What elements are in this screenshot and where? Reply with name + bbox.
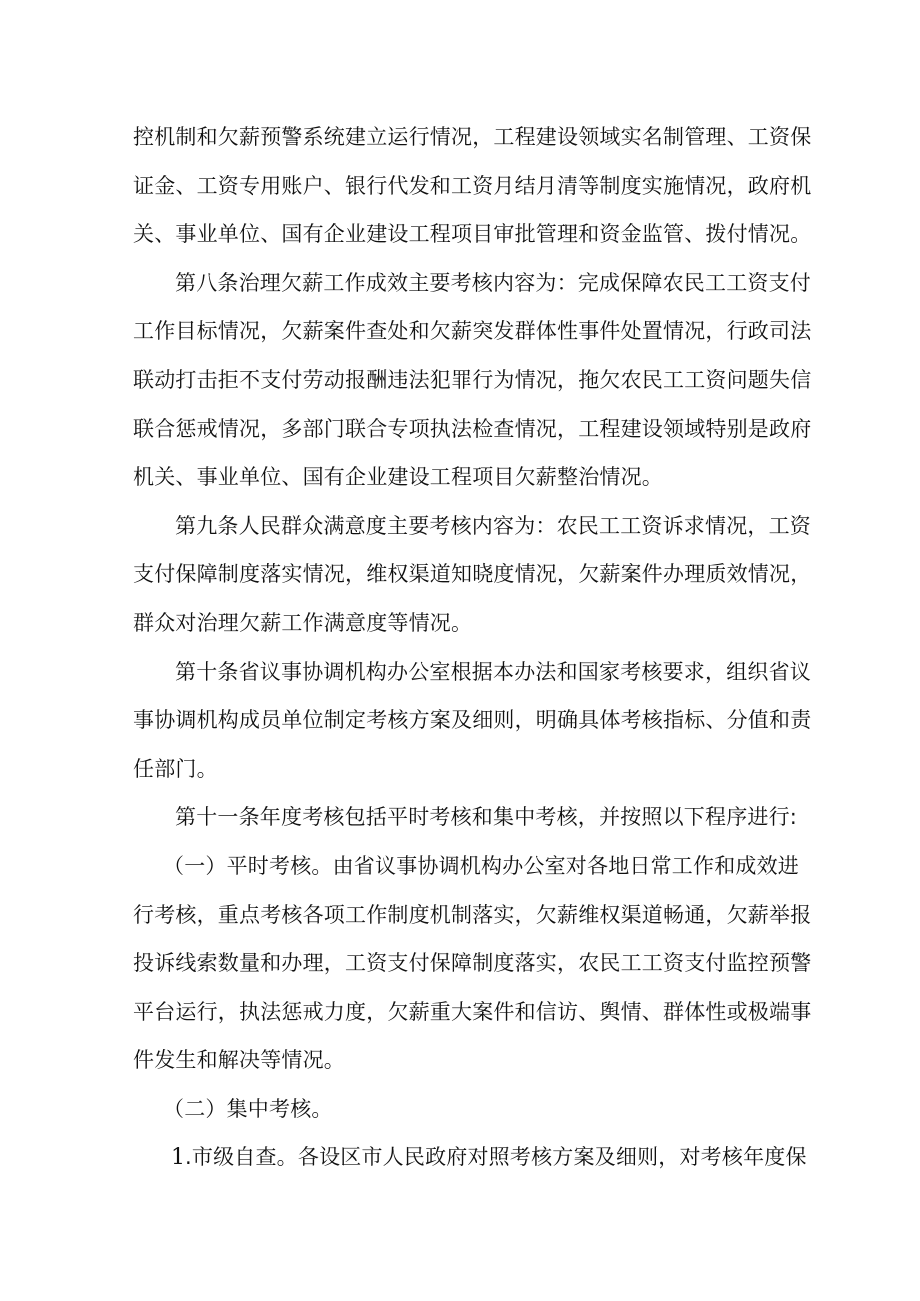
document-body xyxy=(133,113,812,1183)
text-line: 关、事业单位、国有企业建设工程项目审批管理和资金监管、拨付情况。 xyxy=(133,222,812,247)
article-9-paragraph xyxy=(133,502,812,648)
list-number: 1 xyxy=(171,1145,185,1171)
text-line: 平台运行，执法惩戒力度，欠薪重大案件和信访、舆情、群体性或极端事 xyxy=(133,999,812,1024)
text-line: 件发生和解决等情况。 xyxy=(133,1048,345,1073)
text-line: 机关、事业单位、国有企业建设工程项目欠薪整治情况。 xyxy=(133,465,663,490)
text-line: 行考核，重点考核各项工作制度机制落实，欠薪维权渠道畅通，欠薪举报 xyxy=(133,902,812,927)
text-line: 第八条治理欠薪工作成效主要考核内容为：完成保障农民工工资支付 xyxy=(175,270,811,295)
text-line: 工作目标情况，欠薪案件查处和欠薪突发群体性事件处置情况，行政司法 xyxy=(133,319,812,344)
text-line: 控机制和欠薪预警系统建立运行情况，工程建设领域实名制管理、工资保 xyxy=(133,125,812,149)
text-line: 群众对治理欠薪工作满意度等情况。 xyxy=(133,610,473,635)
article-8-paragraph xyxy=(133,259,812,502)
list-item-text: .市级自查。各设区市人民政府对照考核方案及细则，对考核年度保 xyxy=(185,1145,807,1170)
text-line: 证金、工资专用账户、银行代发和工资月结月清等制度实施情况，政府机 xyxy=(133,173,812,198)
article-10-paragraph xyxy=(133,648,812,794)
text-line: 投诉线索数量和办理，工资支付保障制度落实，农民工工资支付监控预警 xyxy=(133,951,812,976)
text-line: 任部门。 xyxy=(133,756,218,781)
text-line: （二）集中考核。 xyxy=(163,1096,333,1121)
text-line: 第十一条年度考核包括平时考核和集中考核，并按照以下程序进行: xyxy=(175,805,798,830)
text-line: （一）平时考核。由省议事协调机构办公室对各地日常工作和成效进 xyxy=(163,853,799,878)
centralized-assessment-heading xyxy=(133,1085,783,1134)
text-line: 事协调机构成员单位制定考核方案及细则，明确具体考核指标、分值和责 xyxy=(133,708,812,733)
article-11-paragraph xyxy=(133,793,798,842)
text-line: 第九条人民群众满意度主要考核内容为：农民工工资诉求情况，工资 xyxy=(175,513,811,538)
text-line xyxy=(133,1133,807,1183)
text-line: 联合惩戒情况，多部门联合专项执法检查情况，工程建设领域特别是政府 xyxy=(133,416,812,441)
text-line: 联动打击拒不支付劳动报酬违法犯罪行为情况，拖欠农民工工资问题失信 xyxy=(133,367,812,392)
routine-assessment-paragraph xyxy=(133,842,812,1085)
paragraph-7-continued xyxy=(133,113,812,259)
city-self-check-paragraph xyxy=(133,1133,807,1183)
text-line: 支付保障制度落实情况，维权渠道知晓度情况，欠薪案件办理质效情况， xyxy=(133,562,812,587)
text-line: 第十条省议事协调机构办公室根据本办法和国家考核要求，组织省议 xyxy=(175,659,811,684)
